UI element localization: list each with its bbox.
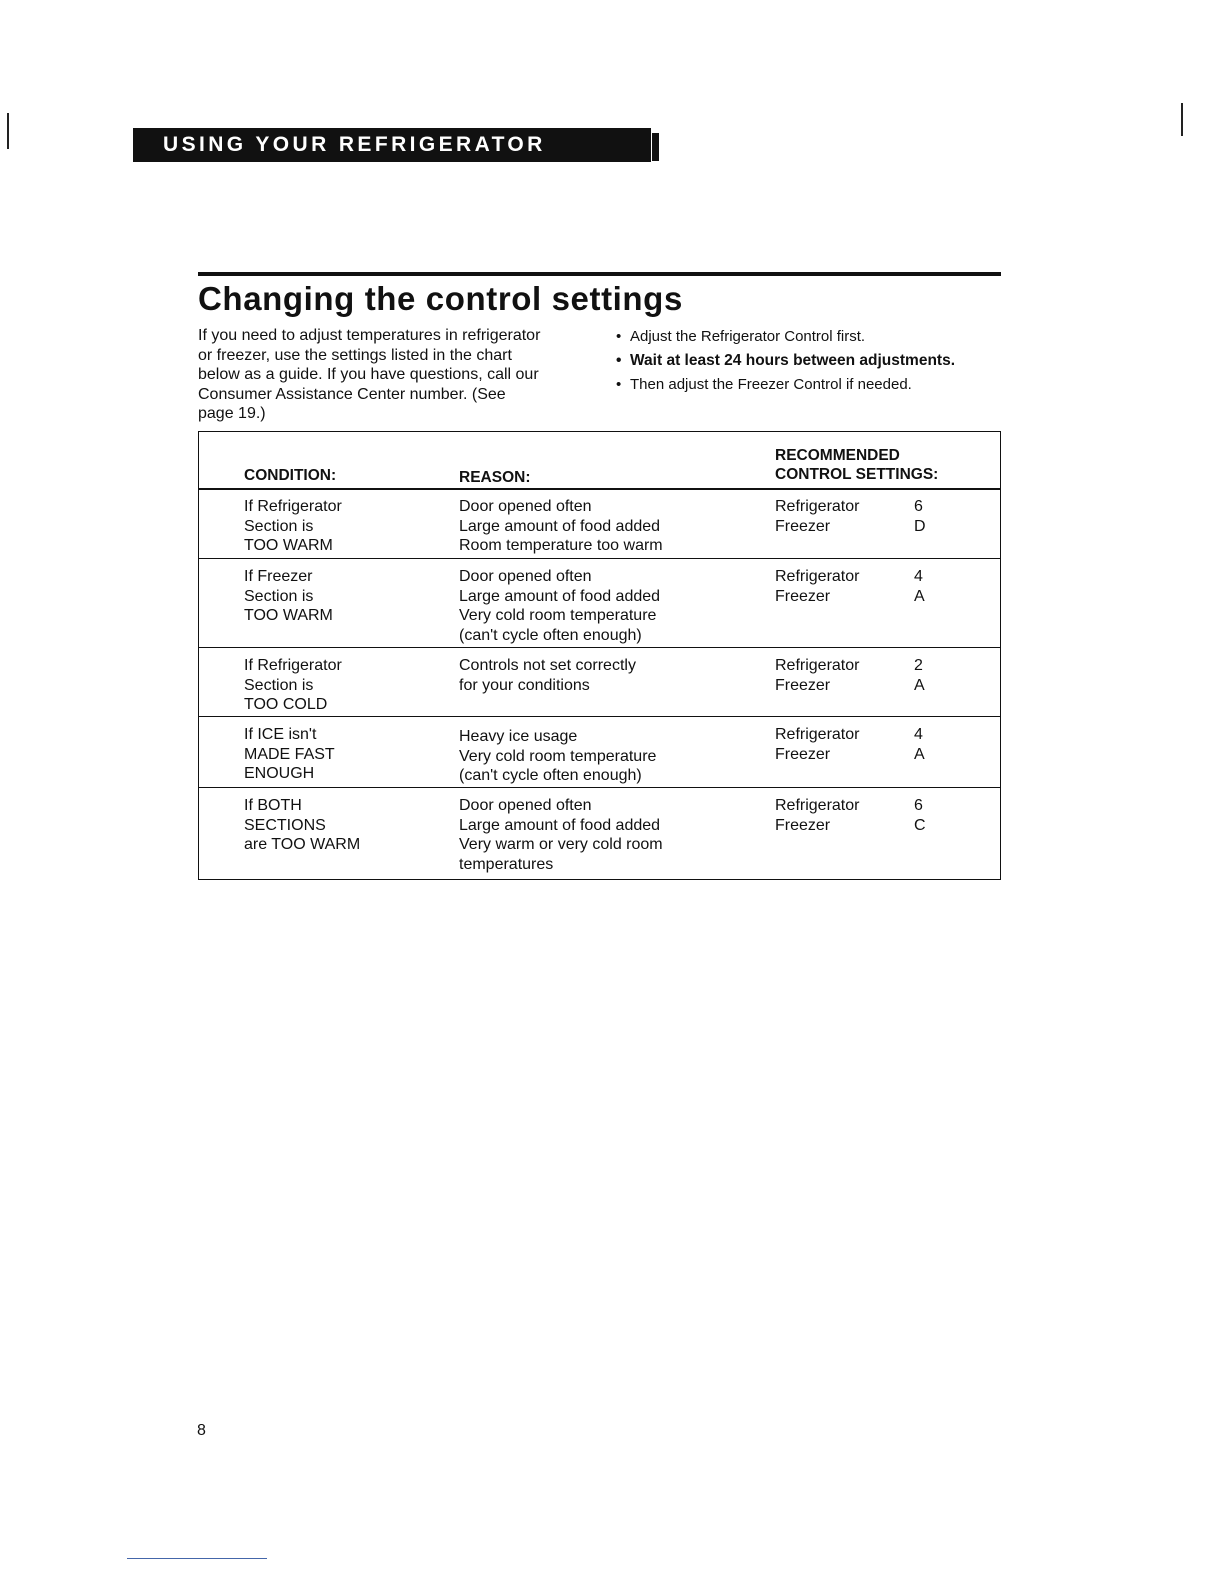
- setting-name: Freezer: [775, 816, 831, 834]
- reason-line: Large amount of food added: [459, 517, 661, 535]
- table-row: [199, 489, 1000, 559]
- condition-line: ENOUGH: [244, 765, 315, 782]
- setting-value: 6: [914, 498, 923, 515]
- intro-line: or freezer, use the settings listed in the chart: [198, 346, 512, 364]
- setting-value-cell: [914, 796, 926, 835]
- table-row: [199, 648, 1000, 717]
- section-banner: USING YOUR REFRIGERATOR: [133, 128, 651, 162]
- setting-name-cell: [775, 796, 859, 835]
- reason-line: Controls not set correctly: [459, 657, 636, 674]
- condition-line: Section is: [244, 517, 314, 535]
- setting-value: 4: [914, 568, 923, 585]
- header-settings-line: CONTROL SETTINGS:: [775, 466, 939, 483]
- setting-value-cell: [914, 725, 925, 764]
- condition-cell: [244, 497, 342, 556]
- reason-line: Room temperature too warm: [459, 537, 663, 554]
- reason-line: for your conditions: [459, 676, 590, 694]
- condition-line: If BOTH: [244, 797, 302, 814]
- setting-name-cell: [775, 567, 859, 606]
- table-header: [199, 432, 1000, 490]
- bullet-icon: •: [616, 352, 622, 369]
- reason-line: (can't cycle often enough): [459, 626, 642, 644]
- footer-rule: [127, 1558, 267, 1559]
- page-number: 8: [197, 1422, 206, 1439]
- condition-line: Section is: [244, 676, 314, 694]
- setting-value-cell: [914, 497, 926, 536]
- condition-line: Section is: [244, 587, 314, 605]
- condition-cell: [244, 725, 335, 784]
- setting-value: A: [914, 745, 925, 763]
- setting-name: Freezer: [775, 587, 831, 605]
- header-condition: CONDITION:: [244, 467, 337, 484]
- bullet-text: Adjust the Refrigerator Control first.: [630, 328, 866, 345]
- header-reason: REASON:: [459, 469, 531, 486]
- reason-line: Door opened often: [459, 568, 592, 585]
- reason-line: Large amount of food added: [459, 587, 661, 605]
- intro-line: page 19.): [198, 405, 266, 423]
- condition-cell: [244, 796, 360, 855]
- condition-line: MADE FAST: [244, 745, 335, 763]
- reason-cell: [459, 567, 660, 645]
- setting-name: Freezer: [775, 745, 831, 763]
- reason-line: Heavy ice usage: [459, 728, 578, 745]
- setting-name: Refrigerator: [775, 568, 860, 585]
- list-item: [616, 325, 955, 349]
- reason-cell: [459, 656, 636, 695]
- condition-line: If Freezer: [244, 568, 313, 585]
- title-rule: [198, 272, 1001, 276]
- setting-value: D: [914, 517, 926, 535]
- intro-line: below as a guide. If you have questions, call our: [198, 366, 539, 384]
- bullet-icon: •: [616, 376, 622, 393]
- page-title: Changing the control settings: [198, 280, 683, 317]
- setting-name: Refrigerator: [775, 726, 860, 743]
- setting-value: A: [914, 676, 925, 694]
- bullet-text: Then adjust the Freezer Control if needed.: [630, 376, 912, 393]
- setting-value-cell: [914, 567, 925, 606]
- right-edge-mark: [1181, 103, 1183, 136]
- bullet-icon: •: [616, 328, 622, 345]
- reason-line: Very cold room temperature: [459, 747, 657, 765]
- setting-value: C: [914, 816, 926, 834]
- reason-line: Door opened often: [459, 498, 592, 515]
- condition-cell: [244, 656, 342, 715]
- setting-value: 2: [914, 657, 923, 674]
- reason-line: Large amount of food added: [459, 816, 661, 834]
- list-item: [616, 349, 955, 373]
- setting-name-cell: [775, 497, 859, 536]
- setting-name: Freezer: [775, 676, 831, 694]
- table-row: [199, 788, 1000, 878]
- reason-cell: [459, 727, 656, 786]
- condition-line: SECTIONS: [244, 816, 326, 834]
- adjustment-steps-list: [616, 325, 955, 397]
- setting-name: Refrigerator: [775, 657, 860, 674]
- reason-line: Door opened often: [459, 797, 592, 814]
- reason-line: Very cold room temperature: [459, 607, 657, 624]
- banner-tab-mark: [652, 133, 659, 161]
- setting-value: A: [914, 587, 925, 605]
- left-edge-mark: [7, 113, 9, 149]
- setting-value: 4: [914, 726, 923, 743]
- condition-line: If Refrigerator: [244, 498, 342, 515]
- intro-line: If you need to adjust temperatures in refrigerator: [198, 327, 541, 344]
- setting-value-cell: [914, 656, 925, 695]
- condition-cell: [244, 567, 333, 626]
- reason-line: temperatures: [459, 855, 554, 873]
- setting-name-cell: [775, 656, 859, 695]
- setting-name: Freezer: [775, 517, 831, 535]
- header-settings: [775, 446, 938, 484]
- setting-name-cell: [775, 725, 859, 764]
- condition-line: If Refrigerator: [244, 657, 342, 674]
- setting-name: Refrigerator: [775, 797, 860, 814]
- reason-line: (can't cycle often enough): [459, 767, 642, 784]
- condition-line: are TOO WARM: [244, 836, 361, 853]
- reason-cell: [459, 497, 663, 556]
- intro-line: Consumer Assistance Center number. (See: [198, 385, 506, 403]
- intro-paragraph: [198, 326, 593, 424]
- reason-cell: [459, 796, 663, 874]
- condition-line: If ICE isn't: [244, 726, 317, 743]
- bullet-text: Wait at least 24 hours between adjustments.: [630, 352, 956, 369]
- condition-line: TOO WARM: [244, 607, 333, 624]
- setting-name: Refrigerator: [775, 498, 860, 515]
- setting-value: 6: [914, 797, 923, 814]
- reason-line: Very warm or very cold room: [459, 836, 663, 853]
- list-item: [616, 373, 955, 397]
- condition-line: TOO COLD: [244, 696, 328, 713]
- control-settings-table: [198, 431, 1001, 880]
- header-settings-line: RECOMMENDED: [775, 447, 900, 464]
- condition-line: TOO WARM: [244, 537, 333, 554]
- table-row: [199, 717, 1000, 788]
- table-row: [199, 559, 1000, 648]
